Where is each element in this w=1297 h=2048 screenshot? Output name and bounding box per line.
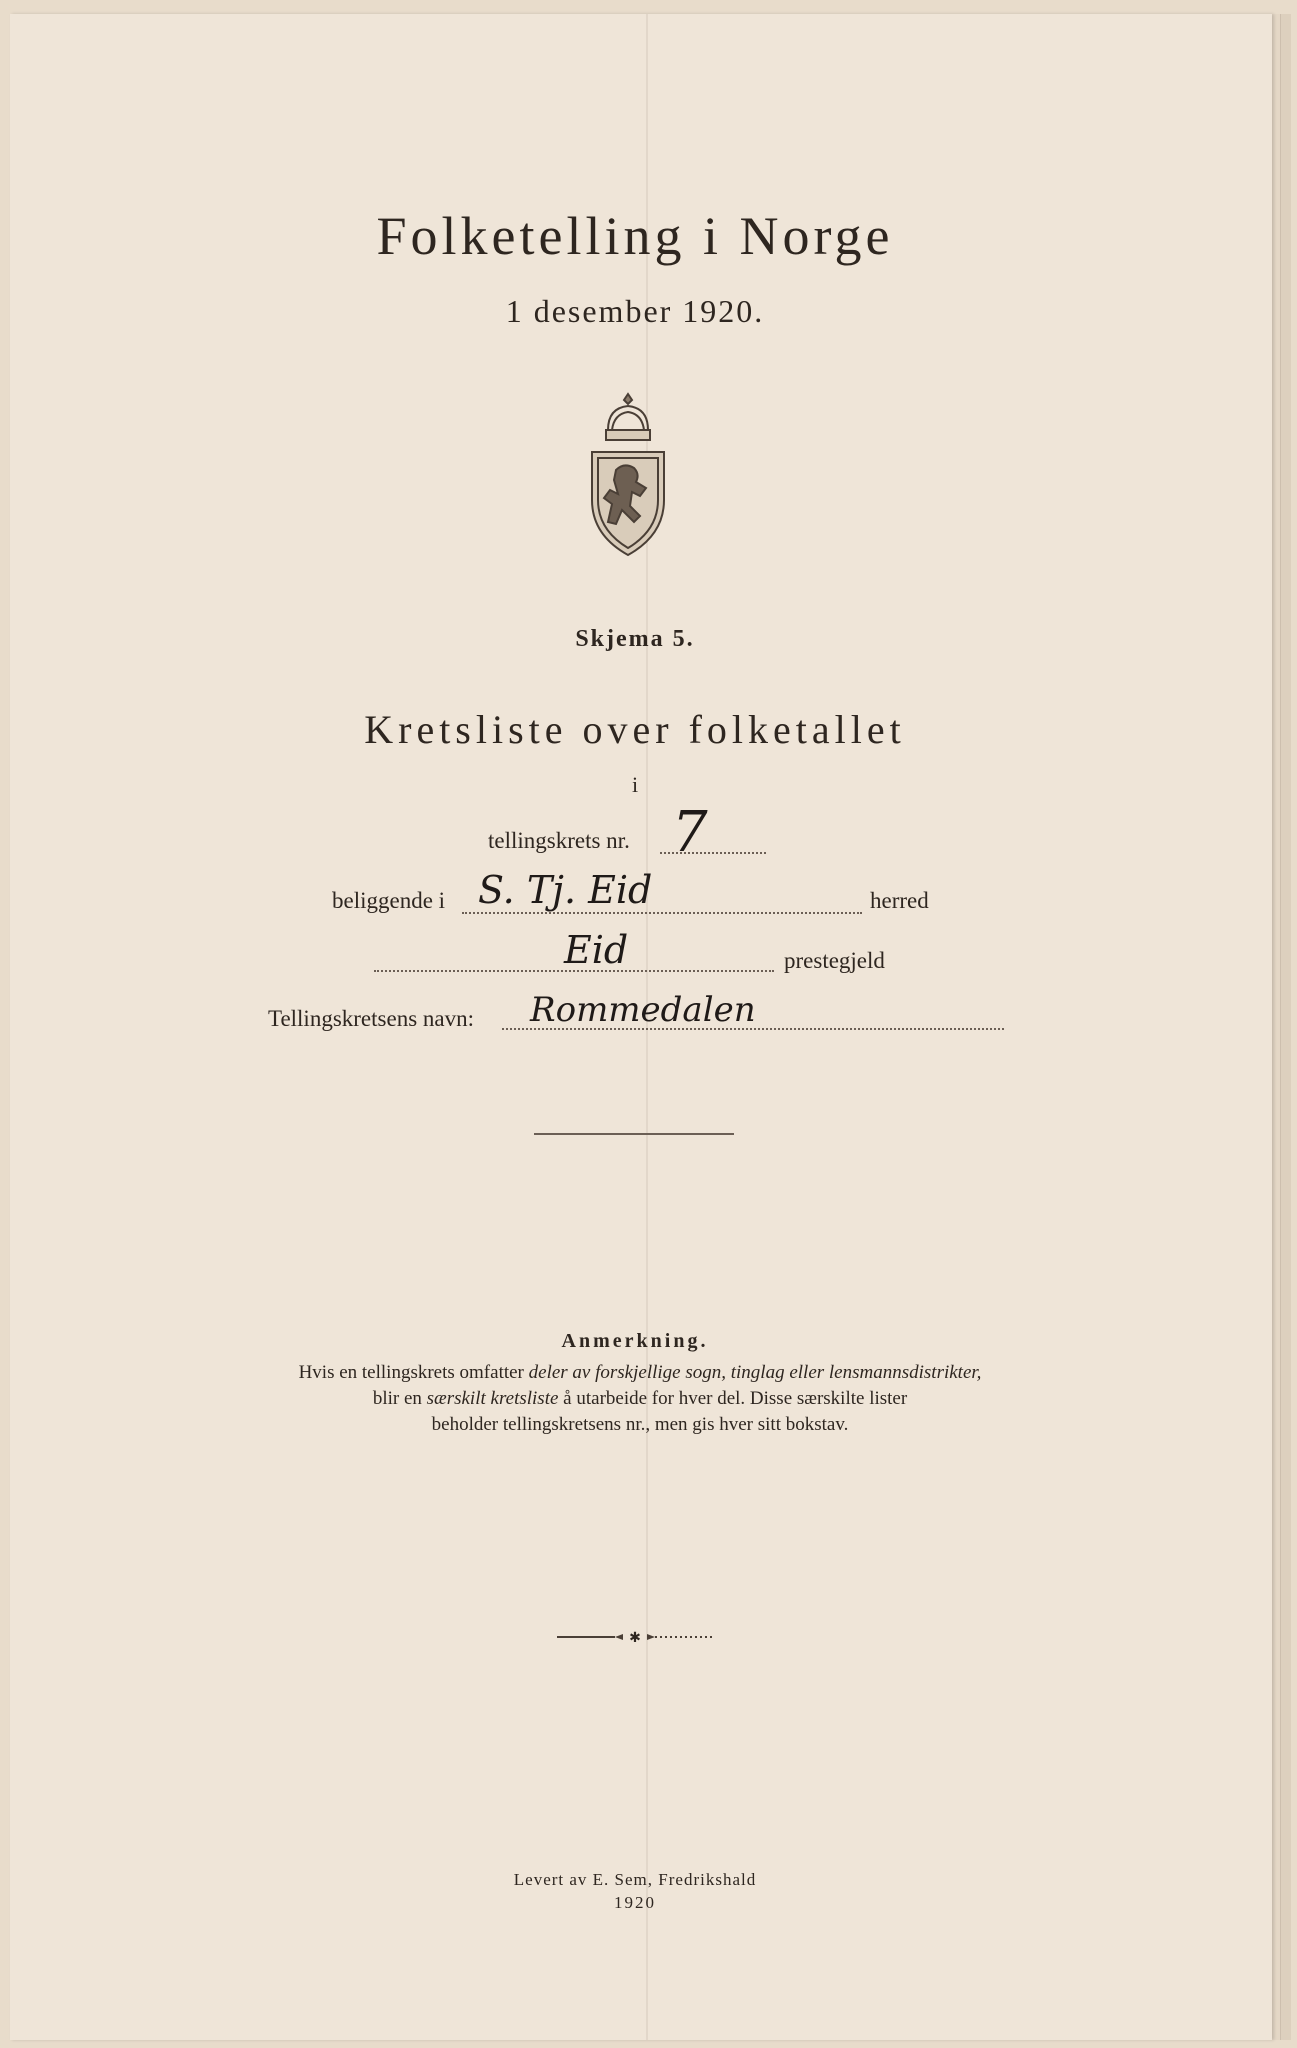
district-number-label: tellingskrets nr. (488, 828, 630, 853)
note-line-2-c: å utarbeide for hver del. Disse særskilte lister (558, 1388, 908, 1409)
schema-number: Skjema 5. (575, 626, 695, 652)
svg-text:✱: ✱ (629, 1631, 641, 1644)
section-divider (534, 1133, 734, 1135)
note-line-1 (140, 1360, 1140, 1386)
norwegian-coat-of-arms-icon (578, 390, 678, 560)
parish-value: Eid (564, 928, 629, 972)
printer-imprint: Levert av E. Sem, Fredrikshald (513, 1870, 757, 1889)
star-ornament-icon (555, 1630, 715, 1644)
note-line-1-a: Hvis en tellingskrets omfatter (298, 1362, 529, 1383)
note-title: Anmerkning. (561, 1330, 709, 1352)
district-name-value: Rommedalen (530, 990, 756, 1030)
printer-year: 1920 (614, 1893, 656, 1912)
page-edge-back (1280, 14, 1291, 2040)
located-in-value: S. Tj. Eid (478, 868, 653, 912)
parish-label: prestegjeld (784, 948, 885, 973)
note-line-2-b: særskilt kretsliste (426, 1388, 559, 1409)
note-line-1-b: deler av forskjellige sogn, tinglag eller lensmannsdistrikter, (528, 1362, 982, 1383)
herred-label: herred (870, 888, 929, 913)
conjunction-text: i (631, 772, 639, 797)
located-in-label: beliggende i (332, 888, 446, 913)
note-line-2 (140, 1386, 1140, 1412)
district-name-label: Tellingskretsens navn: (268, 1006, 474, 1031)
note-line-3: beholder tellingskretsens nr., men gis hver sitt bokstav. (431, 1414, 849, 1435)
document-heading: Kretsliste over folketallet (364, 707, 906, 752)
located-in-line (462, 912, 862, 914)
note-text (140, 1360, 1140, 1438)
note-line-2-a: blir en (372, 1388, 427, 1409)
document-title: Folketelling i Norge (376, 206, 894, 266)
document-date: 1 desember 1920. (505, 293, 765, 329)
district-number-value: 7 (672, 800, 708, 865)
